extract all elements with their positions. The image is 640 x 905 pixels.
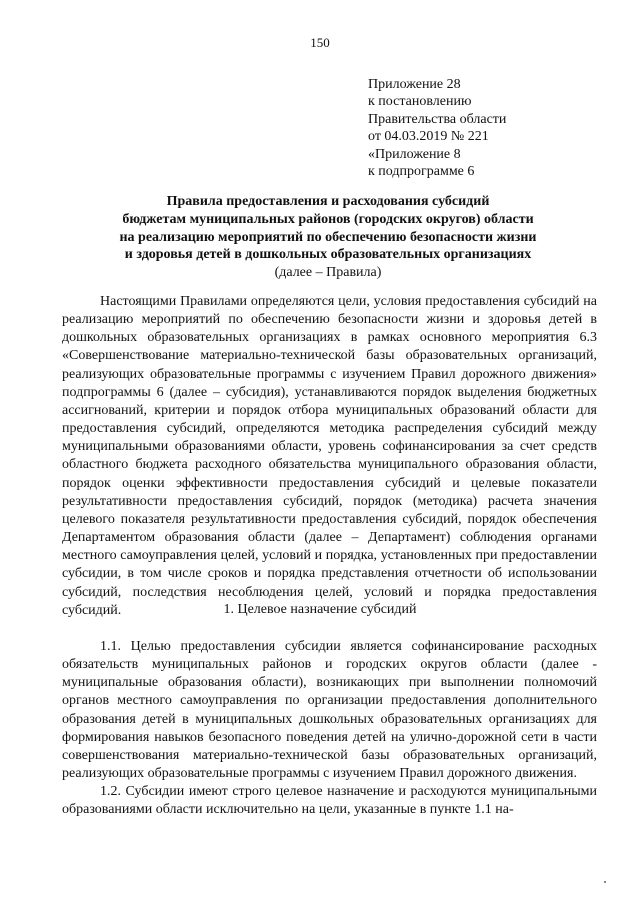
appendix-line: Приложение 28	[368, 77, 461, 92]
title-line: бюджетам муниципальных районов (городских округов) области	[122, 211, 534, 227]
paragraph-1-2: 1.2. Субсидии имеют строго целевое назначение и расходуются муниципальными образованиями области исключительно на цели, указанные в пункте 1.1 на-	[62, 784, 597, 818]
document-title	[60, 193, 596, 282]
title-suffix: (далее – Правила)	[274, 265, 382, 281]
paragraph-1-1: 1.1. Целью предоставления субсидии является софинансирование расходных обязательств муниципальных районов и городских округов области (далее - муниципальные образования области), возникающих при выполнении полномочий органов местного самоуправления по организации предоставления дополнительного образования детей в муниципальных дошкольных образовательных организациях для формирования навыков безопасного поведения детей на улично-дорожной сети в части совершенствования материально-технической базы образовательных организаций, реализующих образовательные программы с изучением Правил дорожного движения.	[62, 639, 597, 782]
title-line: Правила предоставления и расходования субсидий	[166, 194, 490, 209]
title-line: и здоровья детей в дошкольных образовательных организациях	[124, 247, 532, 263]
appendix-line: Правительства области	[368, 111, 507, 127]
section-heading: 1. Целевое назначение субсидий	[223, 602, 417, 617]
appendix-line: от 04.03.2019 № 221	[368, 129, 489, 145]
title-line: на реализацию мероприятий по обеспечению безопасности жизни	[119, 229, 537, 245]
scan-speck	[604, 881, 606, 883]
appendix-line: «Приложение 8	[368, 146, 461, 162]
appendix-reference	[368, 76, 628, 180]
appendix-line: к подпрограмме 6	[368, 164, 475, 180]
intro-paragraph: Настоящими Правилами определяются цели, условия предоставления субсидий на реализацию мероприятий по обеспечению безопасности жизни и здоровья детей в дошкольных образовательных организациях в рамках основного мероприятия 6.3 «Совершенствование материально-технической базы образовательных организаций, реализующих образовательные программы с изучением Правил дорожного движения» подпрограммы 6 (далее – субсидия), устанавливаются порядок выделения бюджетных ассигнований, критерии и порядок отбора муниципальных образований области для предоставления субсидий, определяются методика распределения субсидий между муниципальными образованиями области, уровень софинансирования за счет средств областного бюджета расходного обязательства муниципального образования области, порядок оценки эффективности предоставления субсидий и целевые показатели результативности предоставления субсидий, порядок (методика) расчета значения целевого показателя результативности предоставления субсидий, порядок обеспечения Департаментом образования области (далее – Департамент) соблюдения органами местного самоуправления целей, условий и порядка, установленных при предоставлении субсидии, в том числе сроков и порядка представления отчетности об использовании субсидий, последствия несоблюдения целей, условий и порядка предоставления субсидий.	[62, 294, 597, 618]
page-number: 150	[310, 35, 330, 50]
appendix-line: к постановлению	[368, 94, 472, 110]
